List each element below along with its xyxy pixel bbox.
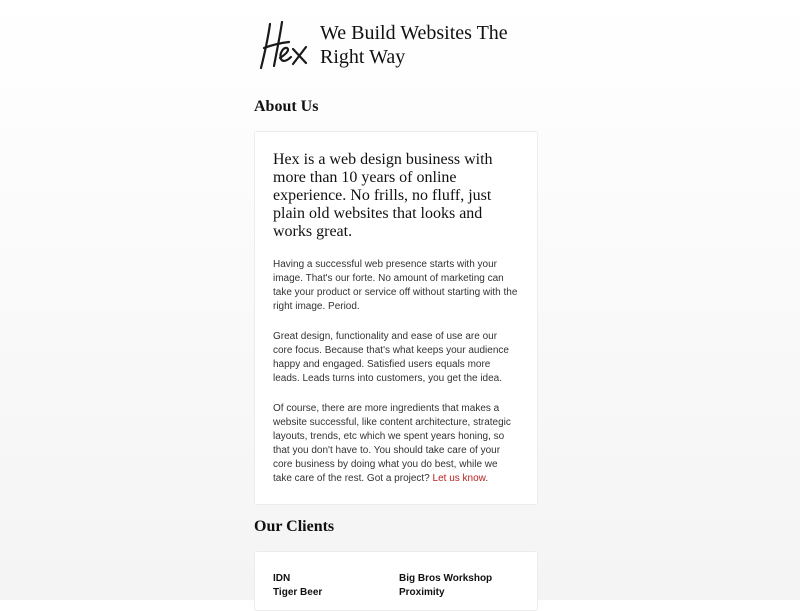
contact-link[interactable]: Let us know (432, 473, 486, 484)
closing-period: . (485, 473, 489, 484)
client-item: IDN (273, 573, 291, 584)
client-item: Proximity (399, 587, 445, 598)
about-closing-paragraph (273, 402, 519, 486)
clients-heading: Our Clients (254, 518, 335, 535)
tagline: We Build Websites The Right Way (320, 22, 508, 68)
closing-text: Of course, there are more ingredients that makes a website successful, like content architecture, strategic layouts, trends, etc which we spent years honing, so that you don't have to. You should take care of your core business by doing what you do best, while we take care of the rest. Got a project? (273, 403, 511, 484)
clients-list (273, 572, 519, 600)
clients-card (254, 551, 538, 611)
about-lead: Hex is a web design business with more than 10 years of online experience. No frills, no fluff, just plain old websites that looks and works great. (273, 151, 493, 240)
about-heading: About Us (254, 98, 319, 115)
client-item: Big Bros Workshop (399, 573, 493, 584)
brand-header (254, 18, 544, 74)
about-paragraph: Great design, functionality and ease of use are our core focus. Because that's what keeps your audience happy and engaged. Satisfied users equals more leads. Leads turns into customers, you get the idea. (273, 331, 509, 384)
hex-logo[interactable] (256, 18, 310, 72)
about-paragraph: Having a successful web presence starts with your image. That's our forte. No amount of marketing can take your product or service off without starting with the right image. Period. (273, 259, 518, 312)
about-card (254, 131, 538, 505)
client-item: Tiger Beer (273, 587, 323, 598)
